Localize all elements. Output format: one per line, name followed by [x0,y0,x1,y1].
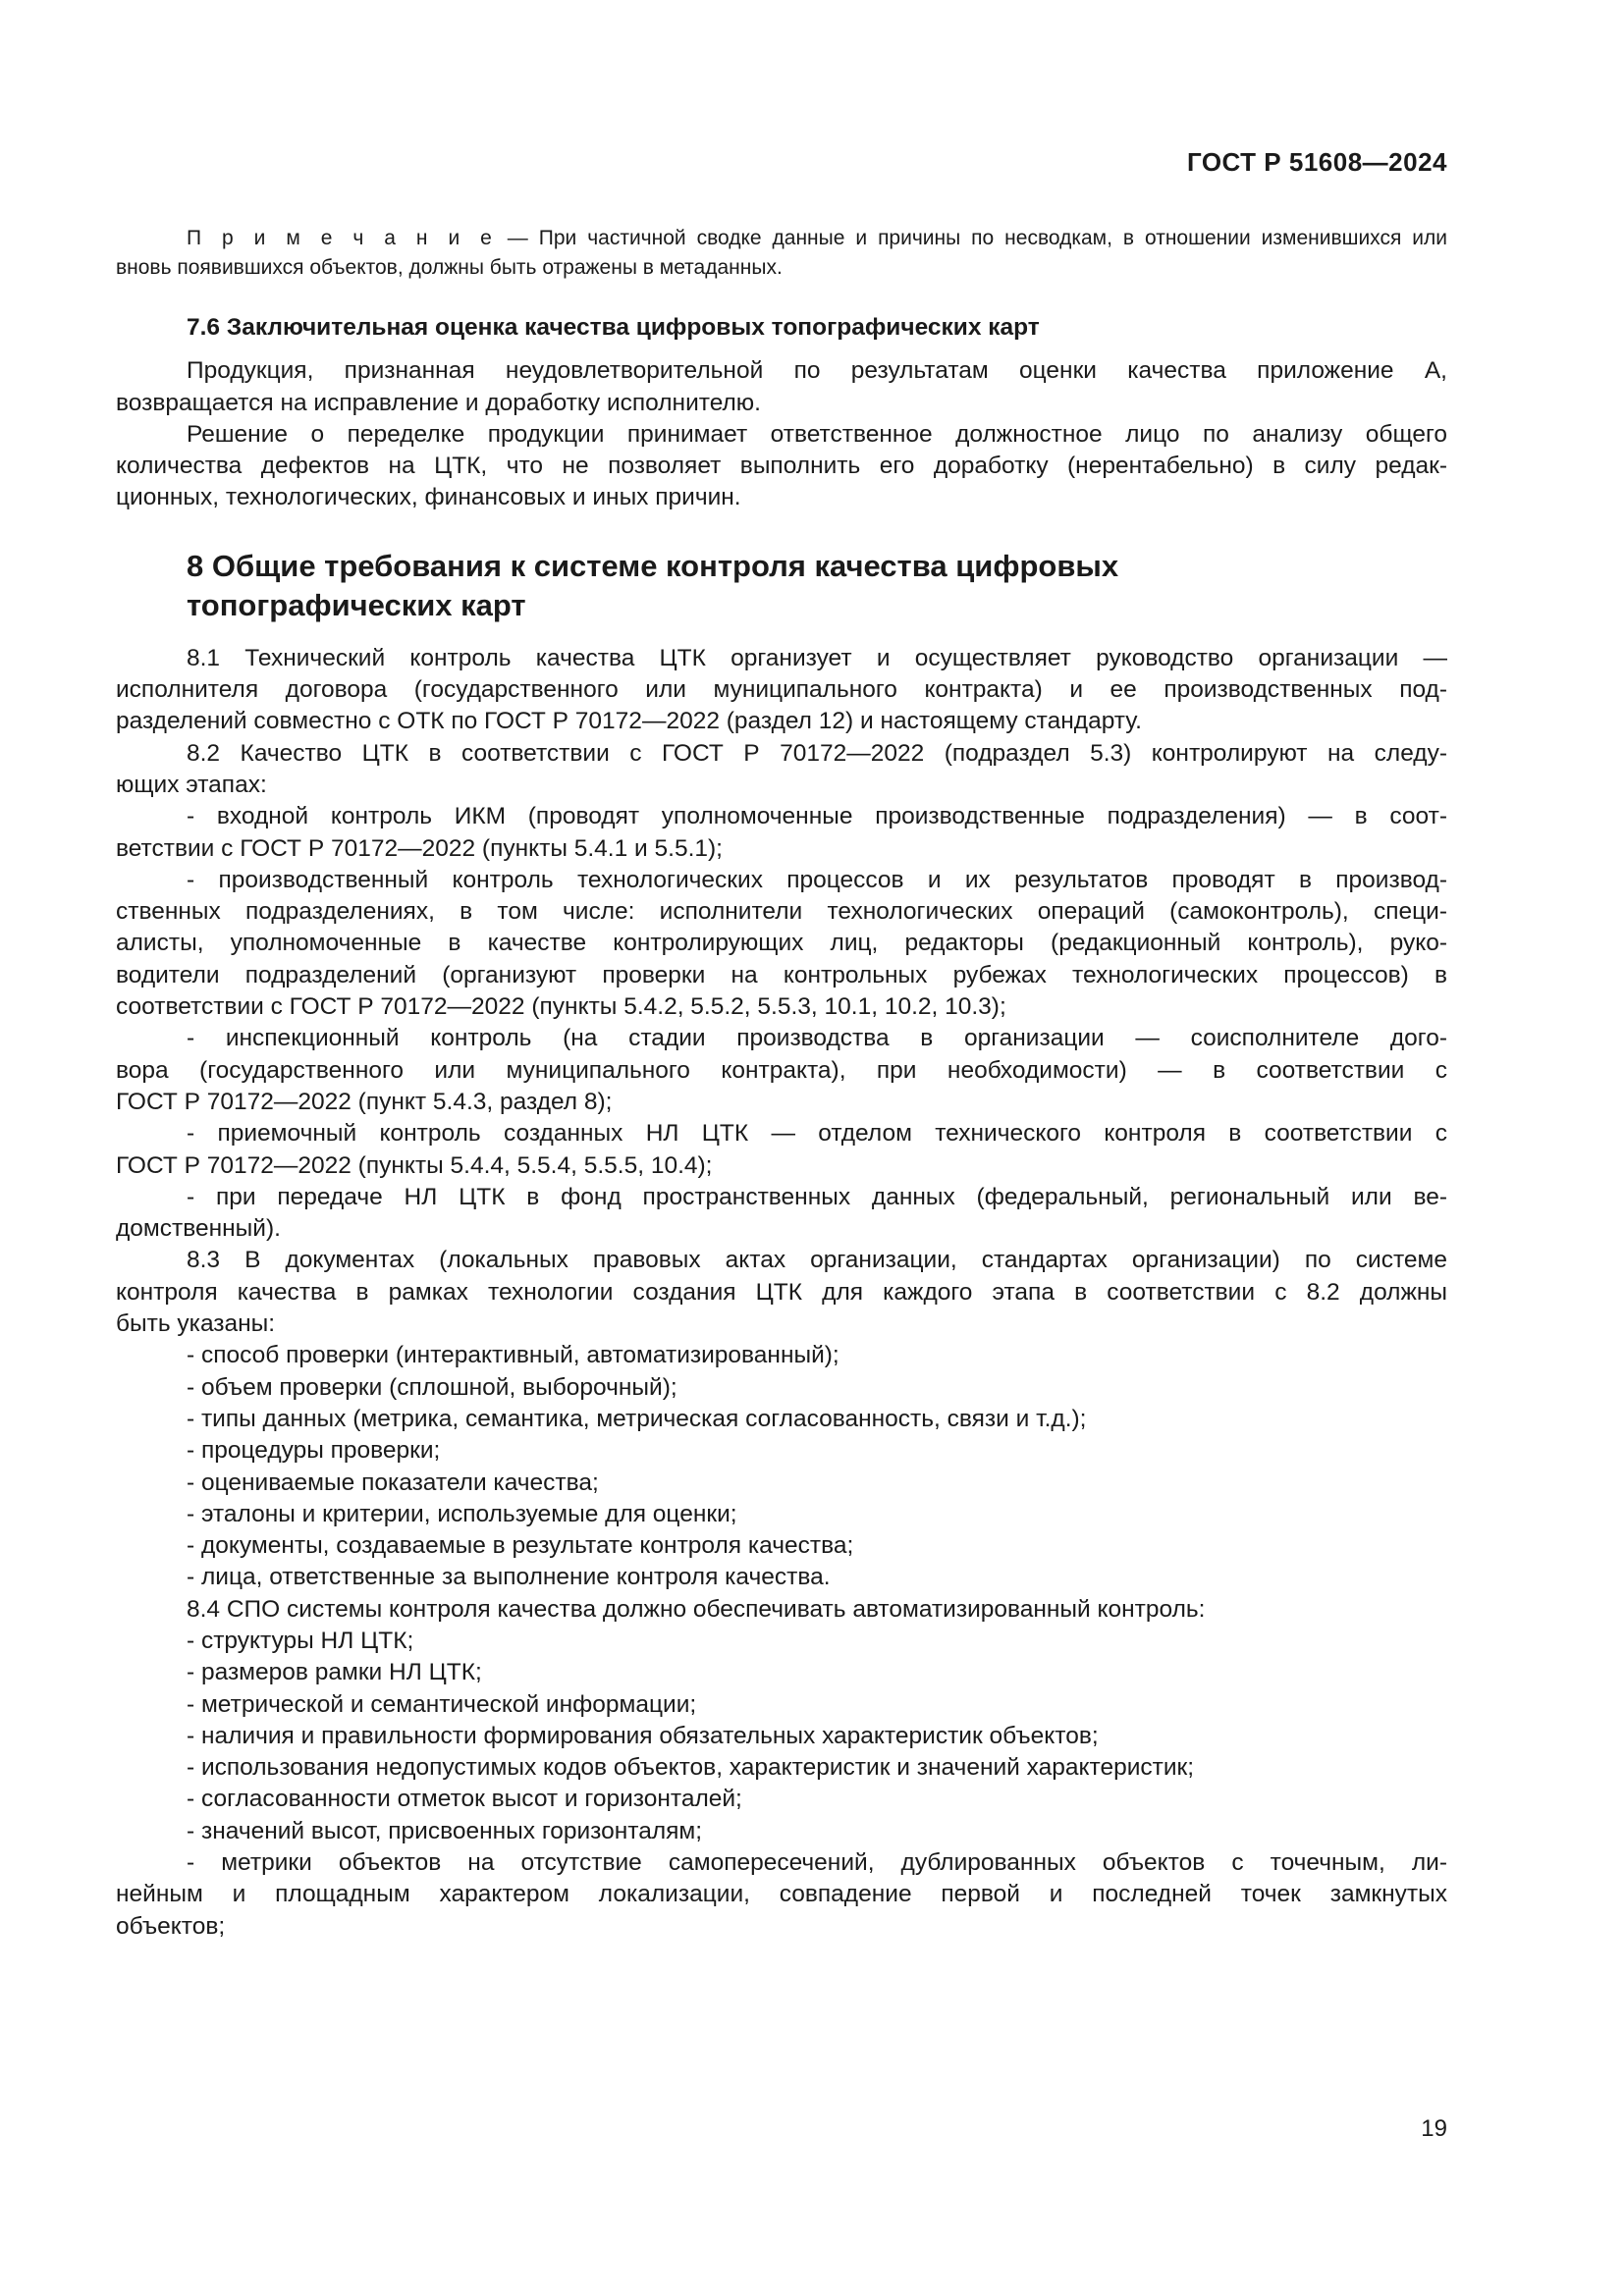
paragraph-8-4: 8.4 СПО системы контроля качества должно обеспечивать автоматизированный контроль: [187,1595,1206,1623]
list-item: - метрической и семантической информации; [187,1690,697,1718]
list-item: - наличия и правильности формирования обязательных характеристик объектов; [187,1722,1099,1749]
list-item: - использования недопустимых кодов объектов, характеристик и значений характеристик; [187,1754,1195,1782]
bullet-transfer-line-2: домственный). [116,1215,281,1243]
paragraph-8-1-line-2: исполнителя договора (государственного или муниципального контракта) и ее производственных под- [116,676,1447,704]
document-number: ГОСТ Р 51608—2024 [1186,147,1447,177]
list-item: - объем проверки (сплошной, выборочный); [187,1373,677,1401]
paragraph-8-3-line-1: 8.3 В документах (локальных правовых актах организации, стандартах организации) по системе [187,1247,1447,1274]
list-item: - процедуры проверки; [187,1437,441,1465]
bullet-metric-check-line-3: объектов; [116,1912,226,1940]
section-7-6-heading: 7.6 Заключительная оценка качества цифровых топографических карт [187,314,1040,341]
list-item: - эталоны и критерии, используемые для оценки; [187,1500,737,1527]
list-item: - структуры НЛ ЦТК; [187,1627,414,1654]
paragraph-7-6-2-line-2: количества дефектов на ЦТК, что не позволяет выполнить его доработку (нерентабельно) в силу редак- [116,453,1447,480]
bullet-metric-check-line-2: нейным и площадным характером локализации, совпадение первой и последней точек замкнутых [116,1881,1447,1908]
note-label: П р и м е ч а н и е [187,227,497,249]
section-8-heading [187,547,1447,625]
list-item: - значений высот, присвоенных горизонталям; [187,1817,703,1844]
paragraph-7-6-2-line-1: Решение о переделке продукции принимает ответственное должностное лицо по анализу общего [187,420,1447,448]
bullet-inspection-control-line-2: вора (государственного или муниципального контракта), при необходимости) — в соответствии с [116,1056,1447,1084]
bullet-production-control-line-5: соответствии с ГОСТ Р 70172—2022 (пункты 5.4.2, 5.5.2, 5.5.3, 10.1, 10.2, 10.3); [116,993,1006,1021]
paragraph-7-6-1-line-2: возвращается на исправление и доработку исполнителю. [116,389,761,416]
page-content [116,224,1447,1943]
note-line-1 [116,224,1447,253]
bullet-production-control-line-4: водители подразделений (организуют проверки на контрольных рубежах технологических процессов) в [116,961,1447,988]
bullet-acceptance-control-line-2: ГОСТ Р 70172—2022 (пункты 5.4.4, 5.5.4, 5.5.5, 10.4); [116,1151,713,1179]
bullet-inspection-control-line-3: ГОСТ Р 70172—2022 (пункт 5.4.3, раздел 8); [116,1088,613,1115]
list-item: - согласованности отметок высот и горизонталей; [187,1786,742,1813]
list-item: - документы, создаваемые в результате контроля качества; [187,1532,854,1560]
paragraph-8-1-line-3: разделений совместно с ОТК по ГОСТ Р 70172—2022 (раздел 12) и настоящему стандарту. [116,708,1142,735]
list-item: - типы данных (метрика, семантика, метрическая согласованность, связи и т.д.); [187,1405,1087,1432]
section-8-heading-line-2: топографических карт [187,587,526,622]
list-item: - способ проверки (интерактивный, автоматизированный); [187,1342,839,1369]
paragraph-8-1-line-1: 8.1 Технический контроль качества ЦТК организует и осуществляет руководство организации — [187,644,1447,671]
list-item: - размеров рамки НЛ ЦТК; [187,1659,482,1686]
bullet-inspection-control-line-1: - инспекционный контроль (на стадии производства в организации — соисполнителе дого- [187,1025,1447,1052]
bullet-input-control-line-2: ветствии с ГОСТ Р 70172—2022 (пункты 5.4.1 и 5.5.1); [116,834,723,862]
bullet-production-control-line-3: алисты, уполномоченные в качестве контролирующих лиц, редакторы (редакционный контроль), руко- [116,930,1447,957]
bullet-production-control-line-1: - производственный контроль технологических процессов и их результатов проводят в производ- [187,866,1447,893]
page-number: 19 [1421,2115,1447,2142]
paragraph-7-6-2-line-3: ционных, технологических, финансовых и иных причин. [116,484,741,511]
section-8-heading-line-1: 8 Общие требования к системе контроля качества цифровых [187,548,1119,583]
bullet-input-control-line-1: - входной контроль ИКМ (проводят уполномоченные производственные подразделения) — в соот- [187,803,1447,830]
note-text: — При частичной сводке данные и причины по несводкам, в отношении изменившихся или [496,227,1447,249]
paragraph-8-2-line-2: ющих этапах: [116,771,267,798]
bullet-transfer-line-1: - при передаче НЛ ЦТК в фонд пространственных данных (федеральный, региональный или ве- [187,1183,1447,1210]
bullet-acceptance-control-line-1: - приемочный контроль созданных НЛ ЦТК — отделом технического контроля в соответствии с [187,1120,1447,1148]
note-line-2: вновь появившихся объектов, должны быть отражены в метаданных. [116,256,783,279]
list-item: - лица, ответственные за выполнение контроля качества. [187,1564,831,1591]
paragraph-8-2-line-1: 8.2 Качество ЦТК в соответствии с ГОСТ Р 70172—2022 (подраздел 5.3) контролируют на следу- [187,739,1447,767]
paragraph-8-3-line-3: быть указаны: [116,1310,276,1338]
list-item: - оцениваемые показатели качества; [187,1468,599,1496]
bullet-production-control-line-2: ственных подразделениях, в том числе: исполнители технологических операций (самоконтроль), специ- [116,898,1447,926]
paragraph-8-3-line-2: контроля качества в рамках технологии создания ЦТК для каждого этапа в соответствии с 8.2 должны [116,1278,1447,1306]
bullet-metric-check-line-1: - метрики объектов на отсутствие самопересечений, дублированных объектов с точечным, ли- [187,1849,1447,1877]
paragraph-7-6-1-line-1: Продукция, признанная неудовлетворительной по результатам оценки качества приложение А, [187,357,1447,385]
